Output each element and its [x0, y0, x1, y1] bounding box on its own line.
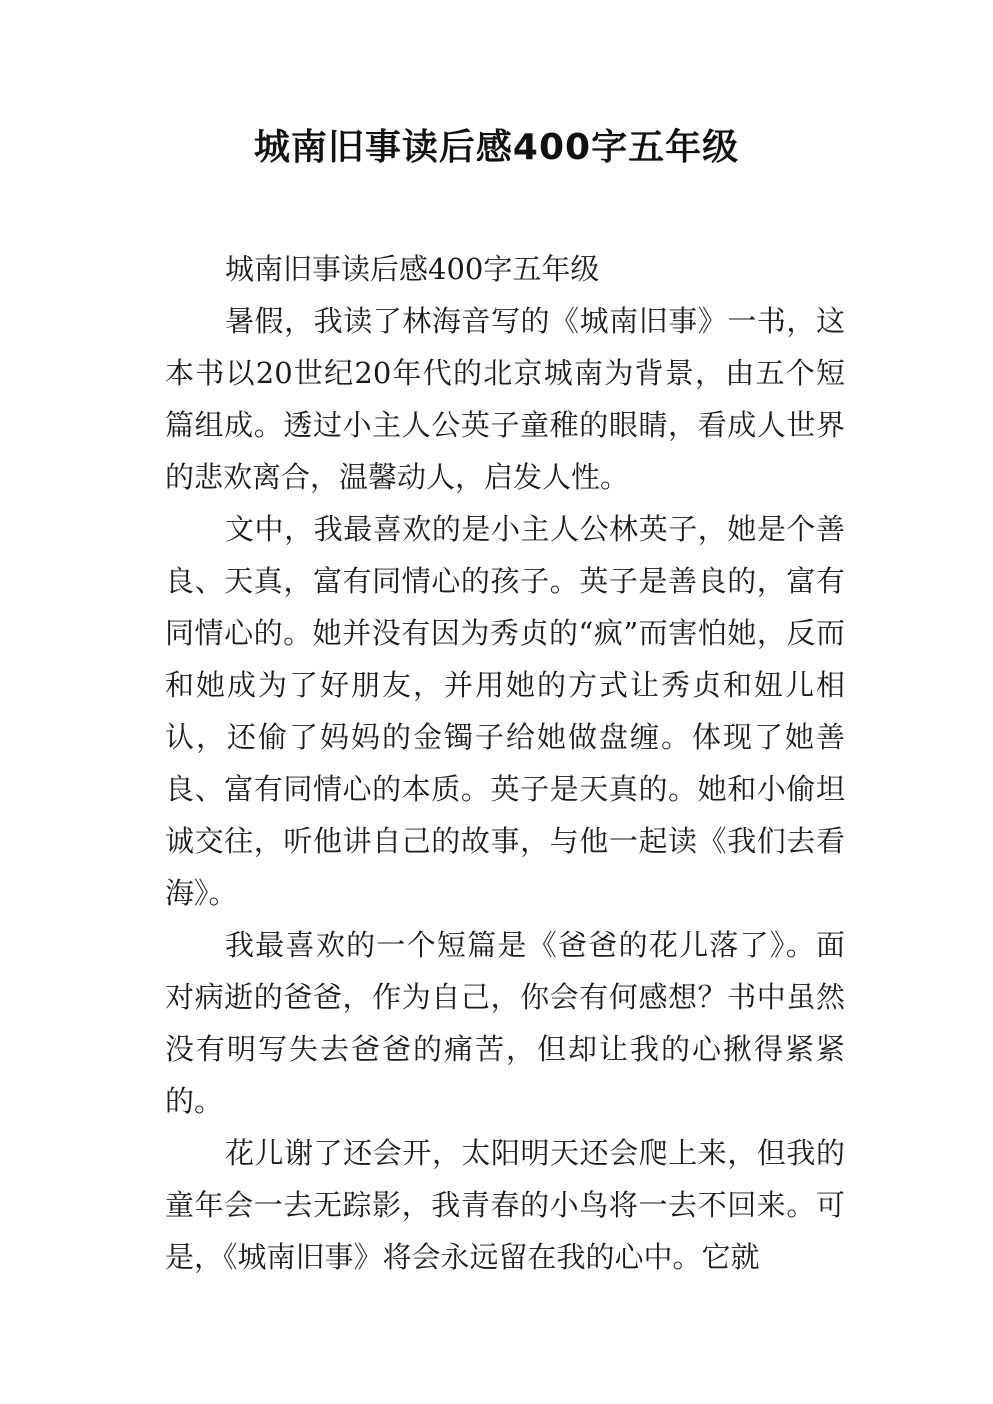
paragraph-favorite-story: 我最喜欢的一个短篇是《爸爸的花儿落了》。面对病逝的爸爸，作为自己，你会有何感想？书中虽然没有明写失去爸爸的痛苦，但却让我的心揪得紧紧的。 [165, 928, 845, 1118]
paragraph-conclusion: 花儿谢了还会开，太阳明天还会爬上来，但我的童年会一去无踪影，我青春的小鸟将一去不回来。可是，《城南旧事》将会永远留在我的心中。它就 [165, 1136, 845, 1274]
paragraph-intro: 暑假，我读了林海音写的《城南旧事》一书，这本书以20世纪20年代的北京城南为背景，由五个短篇组成。透过小主人公英子童稚的眼睛，看成人世界的悲欢离合，温馨动人，启发人性。 [165, 304, 845, 494]
document-title: 城南旧事读后感400字五年级 [253, 127, 740, 168]
paragraph-subtitle: 城南旧事读后感400字五年级 [225, 252, 600, 286]
paragraph-character: 文中，我最喜欢的是小主人公林英子，她是个善良、天真，富有同情心的孩子。英子是善良的，富有同情心的。她并没有因为秀贞的“疯”而害怕她，反而和她成为了好朋友，并用她的方式让秀贞和妞儿相认，还偷了妈妈的金镯子给她做盘缠。体现了她善良、富有同情心的本质。英子是天真的。她和小偷坦诚交往，听他讲自己的故事，与他一起读《我们去看海》。 [165, 512, 845, 910]
document-body [165, 243, 845, 1283]
